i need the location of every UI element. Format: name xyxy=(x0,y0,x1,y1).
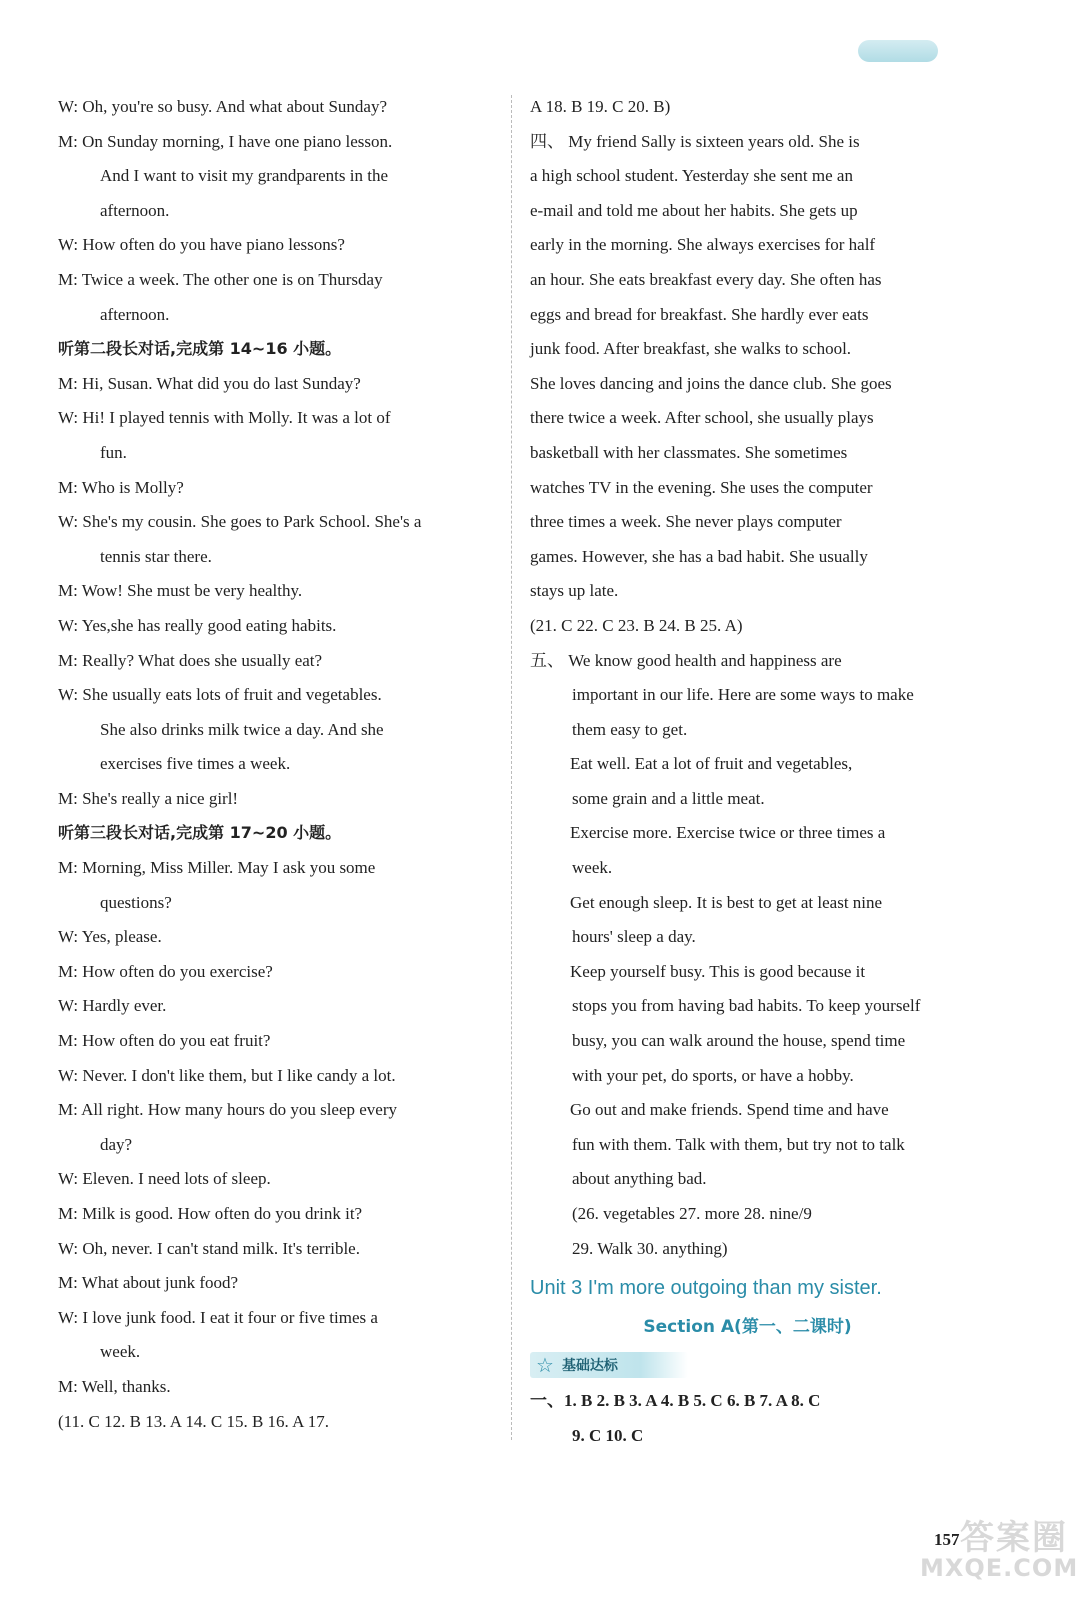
text-line: 四、 My friend Sally is sixteen years old. She is xyxy=(530,131,860,151)
text-line: e-mail and told me about her habits. She gets up xyxy=(530,200,858,220)
left-column xyxy=(58,90,488,1439)
text-line: afternoon. xyxy=(100,304,170,324)
text-line: 五、 We know good health and happiness are xyxy=(530,650,842,670)
text-line: She loves dancing and joins the dance club. She goes xyxy=(530,373,892,393)
banner-basic xyxy=(530,1352,688,1378)
text-line: W: She usually eats lots of fruit and vegetables. xyxy=(58,685,382,705)
unit-title: Unit 3 I'm more outgoing than my sister. xyxy=(530,1277,882,1300)
text-line: W: Yes, please. xyxy=(58,927,162,947)
text-line: W: Eleven. I need lots of sleep. xyxy=(58,1169,271,1189)
text-line: Exercise more. Exercise twice or three times a xyxy=(570,823,886,843)
text-line: afternoon. xyxy=(100,200,170,220)
text-line: Go out and make friends. Spend time and have xyxy=(570,1100,889,1120)
text-line: W: I love junk food. I eat it four or five times a xyxy=(58,1307,378,1327)
text-line: W: She's my cousin. She goes to Park School. She's a xyxy=(58,512,422,532)
text-line: M: How often do you eat fruit? xyxy=(58,1031,271,1051)
text-line: W: Never. I don't like them, but I like candy a lot. xyxy=(58,1065,396,1085)
text-line: games. However, she has a bad habit. She usually xyxy=(530,546,868,566)
text-line: W: Hardly ever. xyxy=(58,996,167,1016)
text-line: M: Who is Molly? xyxy=(58,477,184,497)
text-line: about anything bad. xyxy=(572,1169,707,1189)
text-line: W: Hi! I played tennis with Molly. It was a lot of xyxy=(58,408,391,428)
text-line: a high school student. Yesterday she sent me an xyxy=(530,166,853,186)
banner-label: 基础达标 xyxy=(561,1358,618,1375)
answer-line: 一、1. B 2. B 3. A 4. B 5. C 6. B 7. A 8. C xyxy=(530,1391,821,1411)
text-line: there twice a week. After school, she usually plays xyxy=(530,408,874,428)
text-line: A 18. B 19. C 20. B) xyxy=(530,97,671,116)
text-line: M: Morning, Miss Miller. May I ask you some xyxy=(58,858,376,878)
text-line: W: How often do you have piano lessons? xyxy=(58,235,345,255)
text-line: stops you from having bad habits. To keep yourself xyxy=(572,996,921,1016)
text-line: basketball with her classmates. She sometimes xyxy=(530,442,848,462)
text-line: day? xyxy=(100,1134,133,1154)
text-line: three times a week. She never plays computer xyxy=(530,512,842,532)
watermark-cn: 答案圈 xyxy=(960,1518,1068,1558)
watermark-en: MXQE.COM xyxy=(920,1554,1079,1582)
text-line: M: Wow! She must be very healthy. xyxy=(58,581,303,601)
right-column xyxy=(530,90,965,1453)
text-line: M: How often do you exercise? xyxy=(58,961,273,981)
text-line: busy, you can walk around the house, spend time xyxy=(572,1031,906,1051)
text-line: hours' sleep a day. xyxy=(572,927,696,947)
text-line: junk food. After breakfast, she walks to school. xyxy=(530,339,852,359)
text-line: 听第二段长对话,完成第 14~16 小题。 xyxy=(58,339,342,359)
text-line: watches TV in the evening. She uses the computer xyxy=(530,477,873,497)
corner-tab-decoration xyxy=(858,40,938,62)
column-divider xyxy=(511,95,512,1440)
text-line: 听第三段长对话,完成第 17~20 小题。 xyxy=(58,823,342,843)
text-line: Eat well. Eat a lot of fruit and vegetables, xyxy=(570,754,853,774)
text-line: fun with them. Talk with them, but try not to talk xyxy=(572,1134,905,1154)
page-number: 157 xyxy=(934,1530,960,1549)
text-line: M: Twice a week. The other one is on Thursday xyxy=(58,269,383,289)
text-line: M: All right. How many hours do you sleep every xyxy=(58,1100,398,1120)
text-line: with your pet, do sports, or have a hobby. xyxy=(572,1065,854,1085)
text-line: M: She's really a nice girl! xyxy=(58,788,239,808)
text-line: M: On Sunday morning, I have one piano lesson. xyxy=(58,131,393,151)
section-title: Section A(第一、二课时) xyxy=(643,1317,852,1338)
text-line: (21. C 22. C 23. B 24. B 25. A) xyxy=(530,615,743,635)
text-line: tennis star there. xyxy=(100,546,212,566)
text-line: M: Well, thanks. xyxy=(58,1376,171,1396)
text-line: fun. xyxy=(100,442,127,462)
answer-block xyxy=(530,1384,965,1453)
text-line: M: Milk is good. How often do you drink it? xyxy=(58,1204,363,1223)
text-line: W: Yes,she has really good eating habits. xyxy=(58,615,337,635)
text-line: M: Really? What does she usually eat? xyxy=(58,650,323,670)
text-line: exercises five times a week. xyxy=(100,754,291,774)
text-line: questions? xyxy=(100,892,172,912)
text-line: important in our life. Here are some ways to make xyxy=(572,685,914,705)
text-line: And I want to visit my grandparents in the xyxy=(100,166,389,186)
text-line: week. xyxy=(572,858,613,878)
right-column-text xyxy=(530,90,965,1266)
text-line: Get enough sleep. It is best to get at least nine xyxy=(570,892,883,912)
text-line: early in the morning. She always exercises for half xyxy=(530,235,876,255)
text-line: M: What about junk food? xyxy=(58,1273,239,1293)
text-line: stays up late. xyxy=(530,581,619,601)
text-line: some grain and a little meat. xyxy=(572,788,765,808)
text-line: W: Oh, you're so busy. And what about Sunday? xyxy=(58,97,388,116)
text-line: eggs and bread for breakfast. She hardly ever eats xyxy=(530,304,869,324)
text-line: W: Oh, never. I can't stand milk. It's terrible. xyxy=(58,1238,360,1258)
star-icon: ☆ xyxy=(536,1354,554,1377)
text-line: them easy to get. xyxy=(572,719,688,739)
answer-line: 9. C 10. C xyxy=(572,1425,644,1445)
text-line: week. xyxy=(100,1342,141,1362)
text-line: M: Hi, Susan. What did you do last Sunday? xyxy=(58,373,361,393)
watermark-logo xyxy=(920,1510,1079,1590)
text-line: (11. C 12. B 13. A 14. C 15. B 16. A 17. xyxy=(58,1411,329,1431)
text-line: an hour. She eats breakfast every day. She often has xyxy=(530,269,882,289)
text-line: 29. Walk 30. anything) xyxy=(572,1238,728,1258)
text-line: (26. vegetables 27. more 28. nine/9 xyxy=(572,1204,812,1223)
text-line: She also drinks milk twice a day. And she xyxy=(100,719,384,739)
text-line: Keep yourself busy. This is good because it xyxy=(570,961,866,981)
